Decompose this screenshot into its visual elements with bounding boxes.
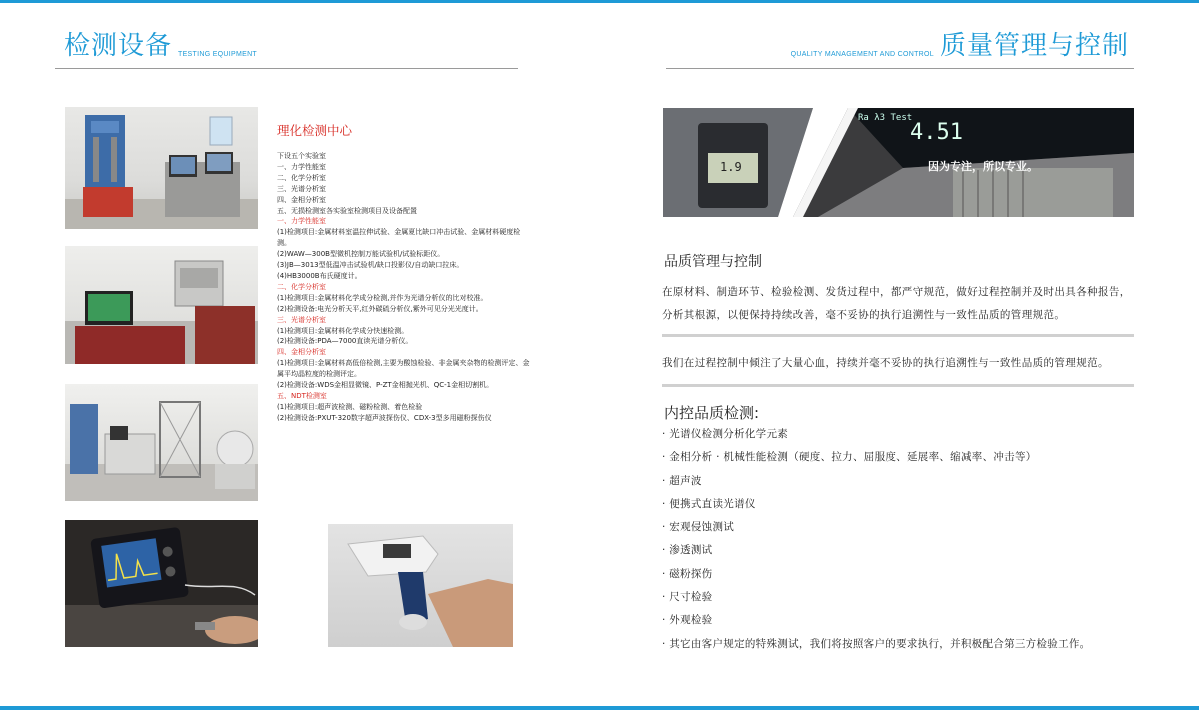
lab-line: (3)JB—3013型低温冲击试验机/缺口投影仪/自动缺口拉床。: [277, 261, 464, 270]
list-item: · 金相分析 · 机械性能检测（硬度、拉力、屈服度、延展率、缩减率、冲击等）: [662, 451, 1037, 464]
lab-line: 下设五个实验室: [277, 152, 326, 160]
lab-line: (1)检测项目:超声波检测、磁粉检测、着色检验: [277, 402, 423, 411]
lab-line: 五、无损检测室各实验室检测项目及设备配置: [277, 206, 417, 215]
right-title-cn: 质量管理与控制: [939, 31, 1129, 61]
lab-line: (2)WAW—300B型微机控制万能试验机/试验标距仪。: [277, 250, 445, 259]
quality-paragraph: 在原材料、制造环节、检验检测、发货过程中，都严守规范，做好过程控制并及时出具各种报告，分析其根源，以便保持持续改善，毫不妥协的执行追溯性与一致性品质的管理规范。: [662, 286, 1131, 321]
list-item: · 超声波: [662, 474, 702, 487]
list-item: · 宏观侵蚀测试: [662, 521, 735, 534]
lab-line: (2)检测设备:WDS金相显微镜、P-ZT金相抛光机、QC-1金相切割机。: [277, 381, 494, 390]
photo-impact-testing-lab: [65, 384, 258, 501]
lab-line: 三、光谱分析室: [277, 184, 326, 193]
left-header-divider: [55, 68, 518, 69]
list-item: · 尺寸检验: [662, 591, 713, 604]
divider-gray: [662, 334, 1134, 337]
list-item: · 光谱仪检测分析化学元素: [662, 428, 789, 440]
meter-label: Ra λ3 Test: [858, 113, 913, 123]
lab-subheading: 三、光谱分析室: [277, 315, 326, 324]
list-item: · 便携式直读光谱仪: [662, 497, 756, 510]
lab-subheading: 四、金相分析室: [277, 348, 326, 357]
lab-line: (2)检测设备:电光分析天平,红外碳硫分析仪,紫外可见分光光度计。: [277, 304, 483, 313]
list-item: · 渗透测试: [662, 544, 713, 557]
lab-subheading: 一、力学性能室: [277, 217, 326, 226]
lab-line: (1)检测项目:金属材料化学成分检测,并作为光谱分析仪的比对校准。: [277, 293, 488, 302]
right-section-header: [785, 30, 1129, 62]
photo-chemical-analysis-lab: [65, 246, 258, 364]
list-item: · 磁粉探伤: [662, 567, 713, 580]
lab-subheading: 二、化学分析室: [277, 282, 326, 291]
left-title-cn: 检测设备: [64, 31, 173, 61]
divider-gray: [662, 384, 1134, 387]
top-accent-bar: [0, 0, 1199, 3]
lab-description: [277, 151, 532, 424]
inspection-list: [662, 424, 1142, 657]
photo-ultrasonic-flaw-detector: [65, 520, 258, 647]
right-header-divider: [666, 68, 1134, 69]
lab-line: (1)检测项目:金属材料室温拉伸试验、金属夏比缺口冲击试验、金属材料硬度检测。: [277, 228, 521, 248]
inspection-section-title: 内控品质检测:: [664, 404, 760, 422]
lab-line: (1)检测项目:金属材料化学成分快速检测。: [277, 326, 409, 335]
lab-line: 一、力学性能室: [277, 162, 326, 171]
left-section-header: [64, 30, 263, 62]
lab-line: (2)检测设备:PDA—7000直读光谱分析仪。: [277, 337, 413, 346]
photo-tensile-testing-machine: [65, 107, 258, 229]
lab-line: (1)检测项目:金属材料高低倍检测,主要为酸蚀检验、非金属夹杂物的检测评定、金属平均晶粒度的检测评定。: [277, 359, 530, 379]
list-item: · 外观检验: [662, 614, 713, 627]
lcd-reading: 1.9: [720, 160, 742, 174]
meter-reading: 4.51: [910, 120, 963, 145]
lab-center-title: 理化检测中心: [277, 123, 353, 138]
lab-line: (4)HB3000B布氏硬度计。: [277, 271, 362, 280]
right-title-en: QUALITY MANAGEMENT AND CONTROL: [790, 51, 934, 58]
photo-handheld-spectrometer: [328, 524, 513, 647]
bottom-accent-bar: [0, 706, 1199, 710]
lab-line: (2)检测设备:PXUT-320数字超声波探伤仪、CDX-3型多用磁粉探伤仪: [277, 413, 492, 422]
lab-line: 二、化学分析室: [277, 173, 326, 182]
list-item: · 其它由客户规定的特殊测试，我们将按照客户的要求执行，并积极配合第三方检验工作。: [662, 637, 1091, 650]
quality-section-title: 品质管理与控制: [664, 254, 762, 270]
banner-slogan: 因为专注，所以专业。: [928, 160, 1038, 173]
lab-subheading: 五、NDT检测室: [277, 391, 327, 400]
left-title-en: TESTING EQUIPMENT: [178, 51, 258, 58]
quality-paragraph-2: 我们在过程控制中倾注了大量心血，持续并毫不妥协的执行追溯性与一致性品质的管理规范。: [662, 357, 1109, 369]
lab-line: 四、金相分析室: [277, 195, 326, 204]
